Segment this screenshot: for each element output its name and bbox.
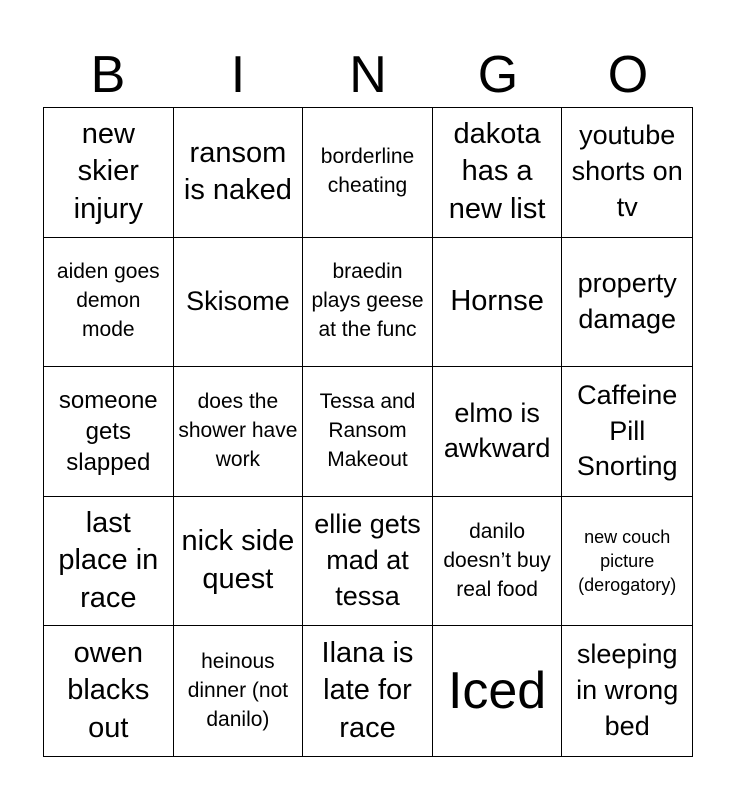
- bingo-cell-r4-c3[interactable]: [303, 497, 433, 627]
- bingo-cell-r1-c2[interactable]: [174, 108, 304, 238]
- cell-label: ellie gets mad at tessa: [314, 509, 421, 612]
- bingo-cell-r2-c1[interactable]: [44, 238, 174, 368]
- cell-label: sleeping in wrong bed: [576, 639, 679, 742]
- bingo-cell-r3-c2[interactable]: [174, 367, 304, 497]
- cell-label: does the shower have work: [178, 390, 298, 471]
- bingo-cell-r2-c2[interactable]: [174, 238, 304, 368]
- bingo-cell-r3-c3[interactable]: [303, 367, 433, 497]
- cell-label: borderline cheating: [320, 145, 415, 198]
- cell-label: Iced: [447, 661, 547, 720]
- bingo-cell-r2-c5[interactable]: [562, 238, 692, 368]
- bingo-cell-r2-c3[interactable]: [303, 238, 433, 368]
- cell-label: ransom is naked: [183, 136, 292, 207]
- cell-label: dakota has a new list: [448, 117, 546, 226]
- cell-label: last place in race: [58, 506, 159, 614]
- bingo-cell-r4-c1[interactable]: [44, 497, 174, 627]
- bingo-cell-r1-c5[interactable]: [562, 108, 692, 238]
- cell-label: property damage: [577, 267, 677, 334]
- bingo-cell-r3-c4[interactable]: [433, 367, 563, 497]
- bingo-cell-r5-c2[interactable]: [174, 626, 304, 756]
- bingo-cell-r5-c1[interactable]: [44, 626, 174, 756]
- cell-label: someone gets slapped: [58, 386, 158, 477]
- cell-label: new skier injury: [73, 117, 143, 226]
- header-letter-i: I: [230, 46, 246, 104]
- bingo-cell-r5-c3[interactable]: [303, 626, 433, 756]
- bingo-board: [43, 107, 693, 757]
- cell-label: Hornse: [450, 285, 544, 318]
- cell-label: Ilana is late for race: [321, 636, 414, 745]
- bingo-cell-r2-c4[interactable]: [433, 238, 563, 368]
- cell-label: Caffeine Pill Snorting: [576, 379, 678, 482]
- cell-label: braedin plays geese at the func: [311, 260, 424, 342]
- bingo-cell-r4-c5[interactable]: [562, 497, 692, 627]
- bingo-header: [43, 42, 693, 108]
- bingo-cell-r1-c3[interactable]: [303, 108, 433, 238]
- header-letter-g: G: [477, 46, 519, 104]
- cell-label: aiden goes demon mode: [56, 260, 160, 342]
- cell-label: heinous dinner (not danilo): [187, 649, 289, 731]
- header-letter-n: N: [349, 46, 387, 104]
- cell-label: new couch picture (derogatory): [578, 526, 677, 596]
- bingo-cell-r1-c4[interactable]: [433, 108, 563, 238]
- header-letter-o: O: [607, 46, 649, 104]
- bingo-cell-r4-c4[interactable]: [433, 497, 563, 627]
- bingo-cell-r1-c1[interactable]: [44, 108, 174, 238]
- bingo-cell-r5-c4[interactable]: [433, 626, 563, 756]
- cell-label: youtube shorts on tv: [571, 120, 683, 223]
- cell-label: danilo doesn’t buy real food: [443, 519, 551, 601]
- bingo-cell-r5-c5[interactable]: [562, 626, 692, 756]
- bingo-cell-r3-c1[interactable]: [44, 367, 174, 497]
- cell-label: Skisome: [186, 285, 290, 316]
- bingo-cell-r4-c2[interactable]: [174, 497, 304, 627]
- bingo-cell-r3-c5[interactable]: [562, 367, 692, 497]
- cell-label: nick side quest: [181, 525, 295, 596]
- cell-label: elmo is awkward: [443, 397, 551, 464]
- cell-label: owen blacks out: [67, 636, 150, 745]
- header-letter-b: B: [90, 46, 126, 104]
- cell-label: Tessa and Ransom Makeout: [319, 390, 416, 471]
